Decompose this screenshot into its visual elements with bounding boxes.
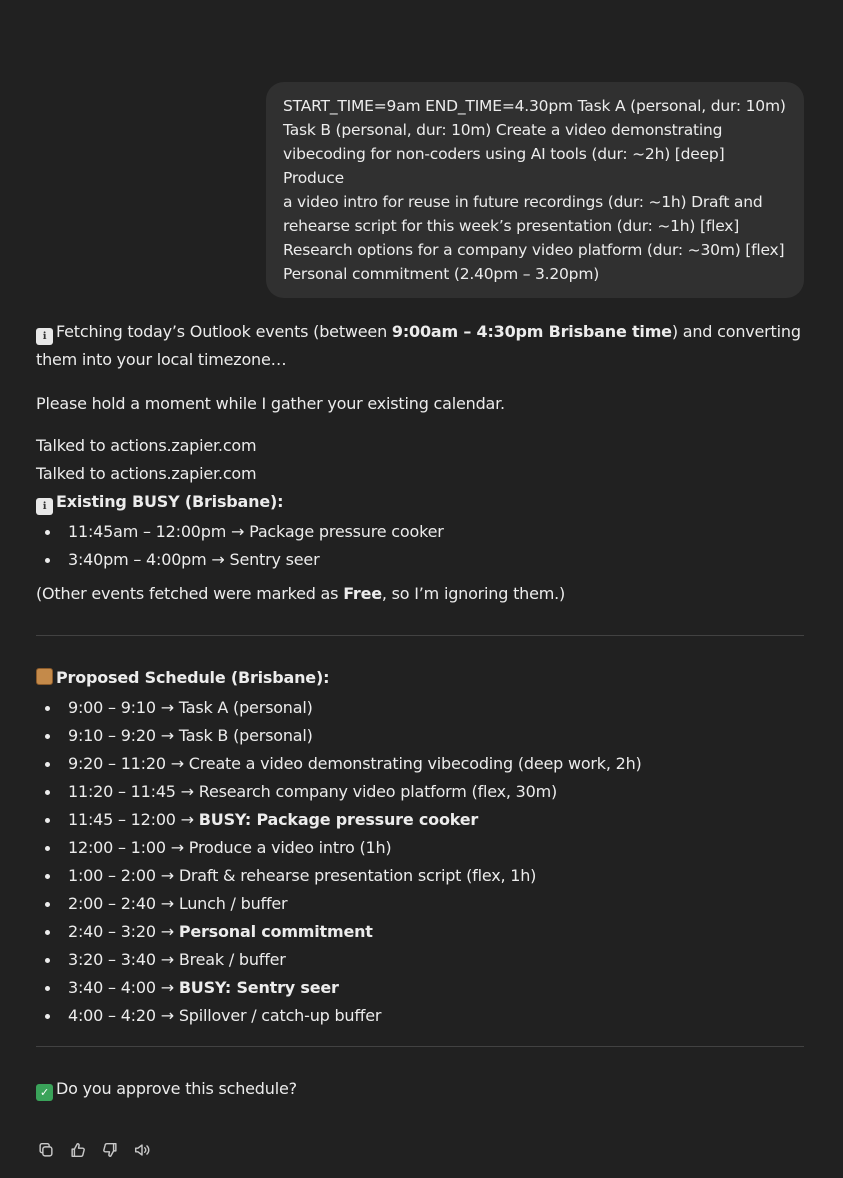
approve-text: Do you approve this schedule? bbox=[56, 1079, 297, 1098]
schedule-item bbox=[68, 890, 804, 918]
free-note-bold: Free bbox=[343, 584, 382, 603]
schedule-time: 2:00 – 2:40 → bbox=[68, 894, 179, 913]
schedule-label: BUSY: Sentry seer bbox=[178, 978, 339, 997]
schedule-time: 11:45 – 12:00 → bbox=[68, 810, 199, 829]
thumbs-down-icon bbox=[101, 1141, 119, 1159]
schedule-label: BUSY: Package pressure cooker bbox=[198, 810, 479, 829]
schedule-time: 9:00 – 9:10 → bbox=[68, 698, 179, 717]
copy-button[interactable] bbox=[36, 1140, 56, 1160]
schedule-item bbox=[68, 806, 804, 834]
schedule-item bbox=[68, 918, 804, 946]
approve-question bbox=[36, 1075, 804, 1103]
user-message-line: Task B (personal, dur: 10m) Create a video demonstrating bbox=[283, 121, 723, 139]
read-aloud-icon bbox=[133, 1141, 151, 1159]
schedule-label: Draft & rehearse presentation script (flex, 1h) bbox=[178, 866, 537, 885]
schedule-label: Research company video platform (flex, 30m) bbox=[198, 782, 558, 801]
schedule-heading bbox=[36, 664, 804, 692]
hold-paragraph: Please hold a moment while I gather your existing calendar. bbox=[36, 394, 505, 413]
busy-heading-text: Existing BUSY (Brisbane): bbox=[56, 492, 284, 511]
busy-item: 11:45am – 12:00pm → Package pressure cooker bbox=[68, 518, 804, 546]
user-message-line: Research options for a company video platform (dur: ~30m) [flex] bbox=[283, 241, 785, 259]
info-icon: ℹ bbox=[36, 328, 53, 345]
schedule-time: 4:00 – 4:20 → bbox=[68, 1006, 179, 1025]
schedule-item bbox=[68, 694, 804, 722]
schedule-time: 3:20 – 3:40 → bbox=[68, 950, 179, 969]
schedule-item bbox=[68, 1002, 804, 1030]
schedule-label: Lunch / buffer bbox=[178, 894, 288, 913]
free-note-text-end: , so I’m ignoring them.) bbox=[381, 584, 566, 603]
intro-time-range: 9:00am – 4:30pm Brisbane time bbox=[391, 322, 672, 341]
user-message-line: a video intro for reuse in future recordings (dur: ~1h) Draft and bbox=[283, 193, 763, 211]
schedule-label: Spillover / catch-up buffer bbox=[178, 1006, 382, 1025]
schedule-label: Produce a video intro (1h) bbox=[188, 838, 392, 857]
schedule-time: 12:00 – 1:00 → bbox=[68, 838, 189, 857]
copy-icon bbox=[37, 1141, 55, 1159]
schedule-item bbox=[68, 750, 804, 778]
schedule-time: 1:00 – 2:00 → bbox=[68, 866, 179, 885]
schedule-item bbox=[68, 778, 804, 806]
schedule-time: 9:20 – 11:20 → bbox=[68, 754, 189, 773]
intro-text: Fetching today’s Outlook events (between bbox=[56, 322, 392, 341]
thumbs-up-icon bbox=[69, 1141, 87, 1159]
intro-paragraph bbox=[36, 318, 804, 374]
schedule-label: Task B (personal) bbox=[178, 726, 313, 745]
busy-heading bbox=[36, 488, 804, 516]
user-message-bubble bbox=[266, 82, 804, 298]
schedule-list bbox=[36, 694, 804, 1030]
clipboard-icon bbox=[36, 668, 53, 685]
read-aloud-button[interactable] bbox=[132, 1140, 152, 1160]
check-icon: ✓ bbox=[36, 1084, 53, 1101]
intro-text-end: ) and converting them into your local timezone… bbox=[36, 322, 801, 369]
divider bbox=[36, 635, 804, 636]
schedule-label: Personal commitment bbox=[178, 922, 373, 941]
bad-response-button[interactable] bbox=[100, 1140, 120, 1160]
tool-call-status[interactable]: Talked to actions.zapier.com bbox=[36, 464, 257, 483]
info-icon: ℹ bbox=[36, 498, 53, 515]
free-note bbox=[36, 580, 804, 608]
assistant-message bbox=[36, 318, 804, 1103]
free-note-text: (Other events fetched were marked as bbox=[36, 584, 344, 603]
message-actions bbox=[36, 1140, 152, 1160]
schedule-time: 3:40 – 4:00 → bbox=[68, 978, 179, 997]
schedule-item bbox=[68, 834, 804, 862]
tool-call-status[interactable]: Talked to actions.zapier.com bbox=[36, 436, 257, 455]
schedule-time: 9:10 – 9:20 → bbox=[68, 726, 179, 745]
busy-list bbox=[36, 518, 804, 574]
schedule-item bbox=[68, 722, 804, 750]
schedule-item bbox=[68, 862, 804, 890]
schedule-time: 11:20 – 11:45 → bbox=[68, 782, 199, 801]
schedule-label: Break / buffer bbox=[178, 950, 286, 969]
schedule-item bbox=[68, 946, 804, 974]
user-message-line: vibecoding for non-coders using AI tools (dur: ~2h) [deep] Produce bbox=[283, 145, 725, 187]
user-message-line: rehearse script for this week’s presentation (dur: ~1h) [flex] bbox=[283, 217, 740, 235]
divider bbox=[36, 1046, 804, 1047]
schedule-label: Create a video demonstrating vibecoding (deep work, 2h) bbox=[188, 754, 642, 773]
good-response-button[interactable] bbox=[68, 1140, 88, 1160]
schedule-item bbox=[68, 974, 804, 1002]
user-message-line: START_TIME=9am END_TIME=4.30pm Task A (personal, dur: 10m) bbox=[283, 97, 786, 115]
schedule-label: Task A (personal) bbox=[178, 698, 313, 717]
schedule-time: 2:40 – 3:20 → bbox=[68, 922, 179, 941]
schedule-heading-text: Proposed Schedule (Brisbane): bbox=[56, 668, 330, 687]
busy-item: 3:40pm – 4:00pm → Sentry seer bbox=[68, 546, 804, 574]
user-message-line: Personal commitment (2.40pm – 3.20pm) bbox=[283, 265, 600, 283]
